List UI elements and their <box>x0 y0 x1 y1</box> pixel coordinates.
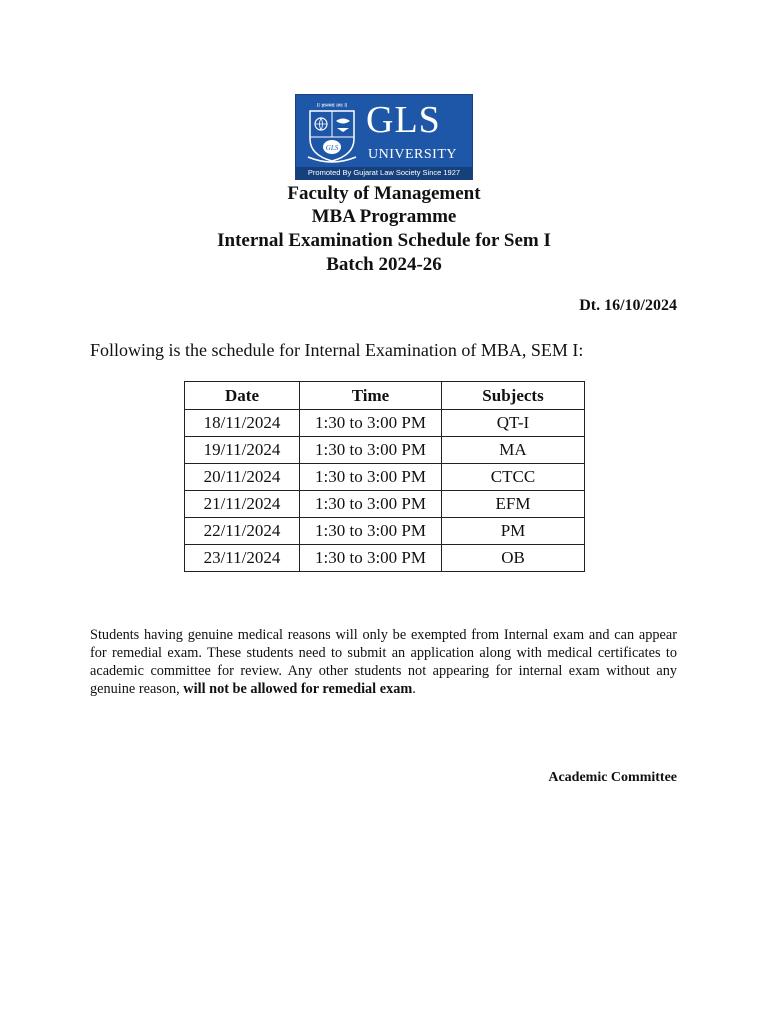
notice-text: Students having genuine medical reasons will only be exempted from Internal exam and can appear for remedial exam. These students need to submit an application along with medical certificates to academic committee for review. Any other students not appearing for internal exam without any genuine reason, <box>90 627 677 697</box>
faculty-heading: Faculty of Management <box>287 183 481 204</box>
cell-date: 18/11/2024 <box>185 410 300 437</box>
cell-time: 1:30 to 3:00 PM <box>300 437 442 464</box>
cell-date: 19/11/2024 <box>185 437 300 464</box>
cell-subject: EFM <box>442 491 585 518</box>
header-subjects: Subjects <box>442 382 585 410</box>
cell-time: 1:30 to 3:00 PM <box>300 545 442 572</box>
cell-subject: CTCC <box>442 464 585 491</box>
table-row <box>185 464 585 491</box>
cell-time: 1:30 to 3:00 PM <box>300 410 442 437</box>
cell-time: 1:30 to 3:00 PM <box>300 518 442 545</box>
signature: Academic Committee <box>548 770 677 785</box>
cell-subject: PM <box>442 518 585 545</box>
batch-heading: Batch 2024-26 <box>326 254 442 275</box>
table-header-row <box>185 382 585 410</box>
cell-subject: OB <box>442 545 585 572</box>
table-row <box>185 545 585 572</box>
cell-date: 22/11/2024 <box>185 518 300 545</box>
programme-heading: MBA Programme <box>311 206 457 227</box>
medical-notice <box>90 626 677 698</box>
table-row <box>185 437 585 464</box>
gls-university-logo <box>295 94 473 180</box>
cell-date: 23/11/2024 <box>185 545 300 572</box>
cell-date: 20/11/2024 <box>185 464 300 491</box>
logo-name: GLS <box>366 99 441 141</box>
notice-end: . <box>412 681 416 697</box>
cell-subject: QT-I <box>442 410 585 437</box>
table-row <box>185 518 585 545</box>
document-date: Dt. 16/10/2024 <box>579 297 677 314</box>
table-row <box>185 410 585 437</box>
cell-time: 1:30 to 3:00 PM <box>300 464 442 491</box>
table-row <box>185 491 585 518</box>
cell-subject: MA <box>442 437 585 464</box>
university-emblem-icon <box>302 99 362 165</box>
cell-date: 21/11/2024 <box>185 491 300 518</box>
intro-text: Following is the schedule for Internal Examination of MBA, SEM I: <box>90 340 584 360</box>
svg-text:GLS: GLS <box>325 144 339 152</box>
notice-bold: will not be allowed for remedial exam <box>183 681 413 697</box>
logo-subtitle: UNIVERSITY <box>368 147 457 162</box>
logo-motto: Il ज्ञानमयं तपः ll <box>316 103 348 109</box>
header-date: Date <box>185 382 300 410</box>
exam-schedule-table <box>184 381 585 572</box>
schedule-title: Internal Examination Schedule for Sem I <box>217 230 551 251</box>
header-time: Time <box>300 382 442 410</box>
logo-promoted-by: Promoted By Gujarat Law Society Since 1927 <box>296 167 472 179</box>
cell-time: 1:30 to 3:00 PM <box>300 491 442 518</box>
